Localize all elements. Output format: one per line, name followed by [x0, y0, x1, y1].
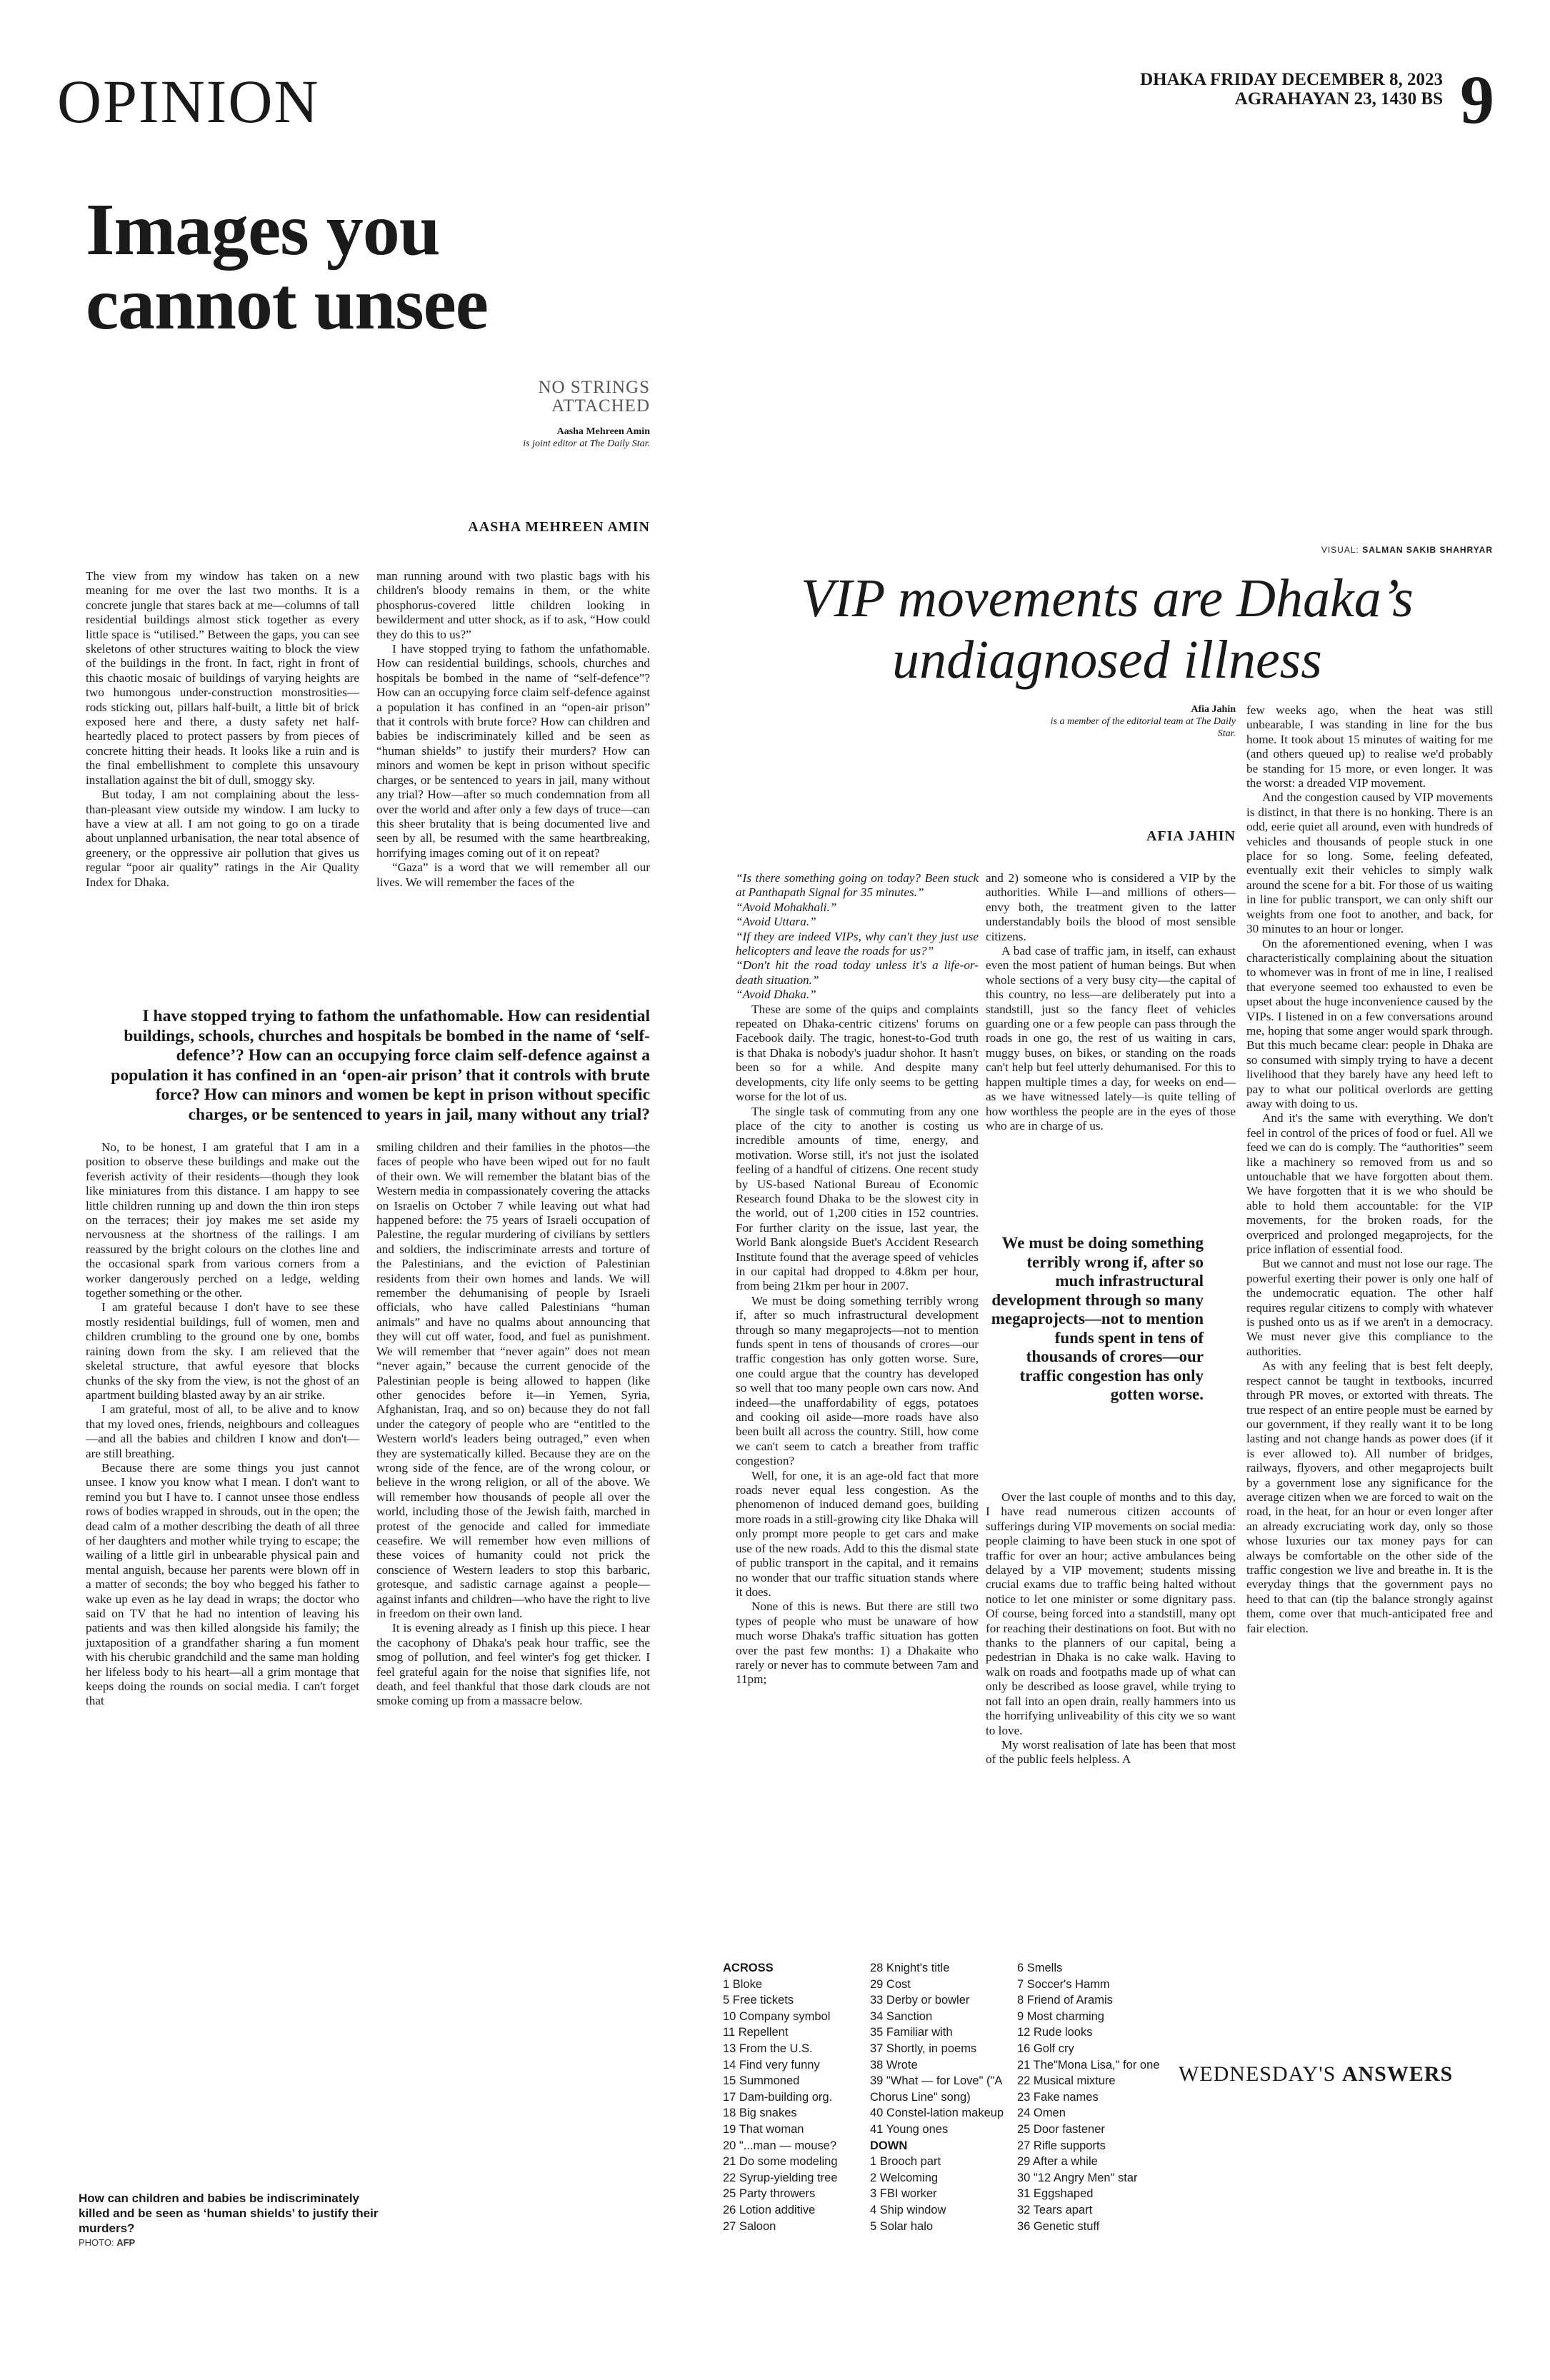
crossword-clue: 12 Rude looks [1017, 2026, 1093, 2039]
date-gregorian: DHAKA FRIDAY DECEMBER 8, 2023 [1140, 70, 1443, 89]
crossword-clue: 25 Party throwers [723, 2187, 816, 2201]
crossword-clue: 29 After a while [1017, 2155, 1098, 2169]
dateline [1140, 70, 1443, 109]
visual-credit-label: VISUAL: [1321, 545, 1363, 555]
publication-name: The Daily Star. [1196, 716, 1236, 739]
paragraph: I am grateful, most of all, to be alive and to know that my loved ones, friends, neighbours and colleagues—and all the babies and children I know and don't—are still breathing. [86, 1402, 359, 1460]
headline-line: undiagnosed illness [892, 630, 1322, 690]
publication-name: The Daily Star. [589, 438, 650, 449]
crossword-clue: 5 Solar halo [870, 2219, 934, 2233]
section-title: OPINION [57, 67, 320, 136]
visual-credit-name: SALMAN SAKIB SHAHRYAR [1362, 545, 1493, 555]
crossword-heading: ACROSS [723, 1962, 774, 1974]
crossword-clue: 25 Door fastener [1017, 2122, 1105, 2136]
paragraph: The view from my window has taken on a new meaning for me over the last two months. It is a concrete jungle that stares back at me—columns of tall residential buildings almost stick together as every little space is “utilised.” Between the gaps, you can see skeletons of other structures waiting to block the view of the buildings in the front. In fact, right in front of this chaotic mosaic of buildings of varying heights are two humongous under-construction monstrosities—rods sticking out, pillars half-built, a little bit of brick exposed here and there, a dusty safety net half-heartedly placed to protect passers by from pieces of concrete hitting their heads. It looks like a ruin and is the final embellishment to complete this unsavoury installation against the bit of dull, smoggy sky. [86, 569, 359, 787]
crossword-clue: 27 Saloon [723, 2219, 776, 2233]
reader-quote: “Is there something going on today? Been stuck at Panthapath Signal for 35 minutes.” [736, 871, 979, 900]
crossword-clue: 18 Big snakes [723, 2107, 797, 2120]
crossword-clue: 30 "12 Angry Men" star [1017, 2171, 1138, 2184]
crossword-clue: 1 Brooch part [870, 2155, 941, 2169]
paragraph: These are some of the quips and complaints repeated on Dhaka-centric citizens' forums on Facebook daily. The tragic, honest-to-God truth is that Dhaka is nobody's juadur shohor. It hasn't been so for a while. And despite many developments, city life only seems to be getting worse for the lot of us. [736, 1002, 979, 1104]
reader-quote: “Avoid Uttara.” [736, 915, 816, 929]
crossword-clue: 34 Sanction [870, 2009, 933, 2023]
photo-credit [79, 2237, 135, 2248]
paragraph: My worst realisation of late has been that most of the public feels helpless. A [986, 1737, 1236, 1767]
crossword-clue: 11 Repellent [723, 2026, 789, 2039]
crossword-clue: 5 Free tickets [723, 1994, 794, 2007]
paragraph: and 2) someone who is considered a VIP by the authorities. While I—and millions of others—envy both, the treatment given to the latter understandably boils the blood of most sensible citizens. [986, 871, 1236, 943]
paragraph: But today, I am not complaining about the less-than-pleasant view outside my window. I am lucky to have a view at all. I am not going to go on a tirade about unplanned urbanisation, the near total absence of greenery, or the oppressive air pollution that gives us regular “poor air quality” ratings in the Air Quality Index for Dhaka. [86, 788, 359, 889]
photo-credit-label: PHOTO: [79, 2237, 117, 2248]
headline-line: VIP movements are Dhaka’s [801, 568, 1414, 628]
author-note [429, 426, 650, 450]
paragraph: And it's the same with everything. We don't feel in control of the prices of food or fuel. All we feed we can do is comply. The “authorities” seem like a machinery so removed from us and so untouchable that we have forgotten about them. We have forgotten that it is we who should be able to hold them accountable: for the VIP movements, for the broken roads, for the overpriced and prolonged megaprojects, for the price inflation of essential food. [1246, 1111, 1493, 1257]
crossword-clue: 40 Constel-lation makeup [870, 2107, 1004, 2120]
crossword-clue: 27 Rifle supports [1017, 2139, 1106, 2152]
crossword-clue: 4 Ship window [870, 2203, 946, 2216]
paragraph: Well, for one, it is an age-old fact that more roads never equal less congestion. As the phenomenon of induced demand goes, building more roads in a still-growing city like Dhaka will only prompt more people to get cars and make use of the new roads. Add to this the dismal state of public transport in the capital, and it remains no wonder that our traffic situation stands where it does. [736, 1468, 979, 1599]
photo-credit-source: AFP [116, 2237, 136, 2248]
paragraph: And the congestion caused by VIP movements is distinct, in that there is no honking. There is an odd, eerie quiet all around, even with hundreds of vehicles and thousands of people stuck in one place for so long. Some, feeling defeated, eventually exit their vehicles to simply walk around the scene for a bit. For those of us waiting in line for public transport, we can only shift our weights from one foot to another, and back, for 30 minutes to an hour or longer. [1246, 790, 1493, 936]
crossword-clue: 22 Musical mixture [1017, 2074, 1116, 2088]
crossword-clues-col-1 [723, 1960, 866, 2234]
crossword-clue: 10 Company symbol [723, 2009, 831, 2023]
article1-column-4 [376, 1140, 650, 1709]
crossword-clue: 29 Cost [870, 1977, 911, 1991]
paragraph: “Gaza” is a word that we will remember all our lives. We will remember the faces of the [376, 860, 650, 889]
article2-column-3 [1246, 703, 1493, 1636]
answers-title-pre: WEDNESDAY'S [1179, 2062, 1342, 2086]
date-bangla: AGRAHAYAN 23, 1430 BS [1234, 89, 1443, 109]
crossword-clue: 26 Lotion additive [723, 2203, 816, 2216]
crossword-clue: 24 Omen [1017, 2107, 1066, 2120]
crossword-clue: 28 Knight's title [870, 1962, 950, 1974]
crossword-clue: 7 Soccer's Hamm [1017, 1977, 1110, 1991]
author-note [1036, 703, 1236, 740]
crossword-answers-title [1179, 2062, 1453, 2087]
byline: AFIA JAHIN [1146, 828, 1236, 844]
paragraph: None of this is news. But there are still two types of people who must be unaware of how much worse Dhaka's traffic situation has gotten over the past few months: 1) a Dhakaite who rarely or never has to commute between 7am and 11pm; [736, 1600, 979, 1687]
crossword-clue: 37 Shortly, in poems [870, 2042, 977, 2055]
article1-column-1 [86, 569, 359, 890]
paragraph: smiling children and their families in the photos—the faces of people who have been wiped out for no fault of their own. We will remember the blatant bias of the Western media in compassionately covering the attacks on Israelis on October 7 while leaving out what had happened before: the 75 years of Israeli occupation of Palestine, the regular murdering of civilians by settlers and soldiers, the indiscriminate arrests and torture of the Palestinians, and the eviction of Palestinian residents from their own homes and lands. We will remember the dehumanising of people by Israeli officials, who have called Palestinians “human animals” and have no qualms about announcing that they will cut off water, food, and fuel as punishment. We will remember that “never again” does not mean “never again,” because the current genocide of the Palestinian people is being allowed to happen (like other genocides before it—in Yemen, Syria, Afghanistan, Iraq, and so on) because they do not fall under the category of people who are “entitled to the Western world's leaders being outraged,” even when they are systematically killed. Because they are on the wrong side of the fence, are of the wrong colour, or believe in the wrong religion, or all of the above. We will remember how thousands of people all over the world, including those of the Jewish faith, marched in protest of the genocide and called for immediate ceasefire. We will remember how even millions of these voices of humanity could not prick the conscience of Western leaders to stop this barbaric, grotesque, and sadistic carnage against a people—against infants and children—who have the right to live in freedom on their own land. [376, 1140, 650, 1620]
crossword-clue: 6 Smells [1017, 1962, 1063, 1974]
headline-line: Images you [86, 189, 440, 271]
paragraph: We must be doing something terribly wrong if, after so much infrastructural development through so many megaprojects—not to mention funds spent in tens of thousands of crores—our traffic congestion has only gotten worse. Sure, one could argue that the country has developed so well that too many people own cars now. And indeed—the unaffordability of eggs, potatoes and cooking oil aside—more roads have also been built all across the country. Still, how come we can't seem to catch a breather from traffic congestion? [736, 1293, 979, 1468]
reader-quote: “If they are indeed VIPs, why can't they just use helicopters and leave the roads for us?” [736, 929, 979, 958]
byline: AASHA MEHREEN AMIN [468, 519, 650, 535]
paragraph: The single task of commuting from any one place of the city to another is costing us incredible amounts of time, energy, and motivation. Worse still, it's not just the isolated feeling of a handful of citizens. One recent study by US-based National Bureau of Economic Research found Dhaka to be the slowest city in the world, out of 1,200 cities in 152 countries. For further clarity on the issue, last year, the World Bank alongside Buet's Accident Research Institute found that the average speed of vehicles in our capital had dropped to 4.8km per hour, from being 21km per hour in 2007. [736, 1104, 979, 1293]
reader-quote: “Avoid Dhaka.” [736, 988, 816, 1002]
pull-quote: I have stopped trying to fathom the unfathomable. How can residential buildings, schools, churches and hospitals be bombed in the name of ‘self-defence’? How can an occupying force claim self-defence against a population it has confined in an ‘open-air prison’ that it controls with brute force? How can minors and women be kept in prison without specific charges, or be sentenced to years in jail, many without any trial? [111, 1007, 650, 1124]
crossword-clue: 21 The"Mona Lisa," for one [1017, 2058, 1160, 2072]
crossword-clue: 8 Friend of Aramis [1017, 1994, 1113, 2007]
article2-column-2b [986, 1490, 1236, 1767]
paragraph: I have stopped trying to fathom the unfathomable. How can residential buildings, schools, churches and hospitals be bombed in the name of “self-defence”? How can an occupying force claim self-defence against a population it has confined in an “open-air prison” that it controls with brute force? How can children and babies be indiscriminately killed and be seen as “human shields” to justify their murders? How can minors and women be kept in prison without specific charges, or be sentenced to years in jail, many without any trial? How—after so much condemnation from all over the world and after only a few days of truce—can this sheer brutality that is being documented live and seen by all, be resumed with the same heartbreaking, horrifying images coming out of it on repeat? [376, 642, 650, 860]
crossword-clue: 16 Golf cry [1017, 2042, 1074, 2055]
column-name [493, 378, 650, 416]
crossword-clue: 23 Fake names [1017, 2090, 1099, 2104]
paragraph: But we cannot and must not lose our rage. The powerful exerting their power is only one half of the undemocratic equation. The other half requires regular citizens to comply with whatever is pushed onto us as if we aren't in a democracy. We must never give this compliance to the authorities. [1246, 1257, 1493, 1358]
crossword-clue: 32 Tears apart [1017, 2203, 1093, 2216]
column-name-line: NO STRINGS [538, 378, 650, 397]
article2-headline [714, 568, 1500, 691]
article2-column-1 [736, 871, 979, 1687]
paragraph: I am grateful because I don't have to see these mostly residential buildings, full of women, men and children crumbling to the ground one by one, bombs raining down from the sky. I am relieved that the skeletal structure, that awful eyesore that blocks chunks of the sky from the view, is not the ghost of an apartment building blasted away by an air strike. [86, 1300, 359, 1402]
author-desc: is a member of the editorial team at [1050, 716, 1196, 727]
crossword-clue: 15 Summoned [723, 2074, 800, 2088]
crossword-clue: 17 Dam-building org. [723, 2090, 833, 2104]
crossword-clue: 22 Syrup-yielding tree [723, 2171, 838, 2184]
crossword-clue: 3 FBI worker [870, 2187, 937, 2201]
crossword-clue: 31 Eggshaped [1017, 2187, 1094, 2201]
paragraph: Because there are some things you just cannot unsee. I know you know what I mean. I don't want to remind you but I have to. I cannot unsee those endless rows of bodies wrapped in shrouds, out in the open; the dead calm of a mother describing the death of all three of her daughters and mother while trying to escape; the wailing of a little girl in unbearable physical pain and mental anguish, because her parents were blown off in a matter of seconds; the boy who begged his father to wake up even as he lay dead in wraps; the doctor who said on TV that he had no intention of leaving his patients and was then killed alongside his family; the juxtaposition of a grandfather sharing a fun moment with his cherubic grandchild and the same man holding her lifeless body to his heart—all a grim montage that keeps doing the rounds on social media. I can't forget that [86, 1460, 359, 1708]
answers-title-bold: ANSWERS [1341, 2062, 1454, 2086]
author-name: Afia Jahin [1191, 704, 1236, 715]
crossword-clue: 13 From the U.S. [723, 2042, 813, 2055]
crossword-clue: 35 Familiar with [870, 2026, 953, 2039]
article1-column-3 [86, 1140, 359, 1709]
article1-headline [86, 189, 729, 345]
visual-credit [1321, 545, 1493, 555]
paragraph: As with any feeling that is best felt deeply, respect cannot be taught in textbooks, incurred through PR moves, or extorted with threats. The true respect of an entire people must be earned by our government, if they really want it to be long lasting and not change hands as power does (if it is ever allowed to). All number of bridges, railways, flyovers, and other megaprojects built by a government lose any significance for the average citizen when we are forced to wait on the road, in the heat, for an hour or even longer after an already excruciating work day, only so those whose luxuries our tax money pays for can always be comfortable on the other side of the traffic congestion we live and breathe in. It is the everyday things that the government pays no heed to that can (tip the balance strongly against them, come over that much-anticipated free and fair election. [1246, 1359, 1493, 1635]
crossword-clue: 14 Find very funny [723, 2058, 820, 2072]
article1-column-2 [376, 569, 650, 890]
paragraph: On the aforementioned evening, when I was characteristically complaining about the situation to whomever was in front of me in line, I realised that everyone seemed too exhausted to even be upset about the huge inconvenience caused by the VIPs. I listened in on a few conversations around me, hoping that some anger would spark through. But this much became clear: people in Dhaka are so consumed with simply trying to have a decent livelihood that they barely have any heed left to pay to what our political overlords are getting away with doing to us. [1246, 936, 1493, 1110]
article2-column-2 [986, 871, 1236, 1133]
crossword-clue: 1 Bloke [723, 1977, 763, 1991]
paragraph: It is evening already as I finish up this piece. I hear the cacophony of Dhaka's peak hour traffic, see the smog of pollution, and feel winter's fog get thicker. I feel grateful again for the noise that signifies life, not death, and feel thankful that those dark clouds are not smoke coming up from a massacre below. [376, 1621, 650, 1708]
crossword-clues-col-3 [1017, 1960, 1164, 2234]
crossword-clue: Chorus Line" song) [870, 2090, 971, 2104]
crossword-clue: 2 Welcoming [870, 2171, 939, 2184]
crossword-clue: 38 Wrote [870, 2058, 918, 2072]
crossword-heading: DOWN [870, 2139, 908, 2152]
crossword-clue: 20 "...man — mouse? [723, 2139, 837, 2152]
crossword-clue: 9 Most charming [1017, 2009, 1104, 2023]
pull-quote: We must be doing something terribly wrong if, after so much infrastructural development through so many megaprojects—not to mention funds spent in tens of thousands of crores—our traffic congestion has only gotten worse. [991, 1234, 1204, 1403]
crossword-clue: 39 "What — for Love" ("A [870, 2074, 1003, 2088]
author-name: Aasha Mehreen Amin [556, 426, 650, 437]
paragraph: few weeks ago, when the heat was still unbearable, I was standing in line for the bus home. It took about 15 minutes of waiting for me (and others queued up) to realise we'd probably be standing for 15 more, or even longer. It was the worst: a dreaded VIP movement. [1246, 703, 1493, 790]
crossword-clue: 36 Genetic stuff [1017, 2219, 1100, 2233]
page-number: 9 [1460, 61, 1494, 138]
crossword-clue: 41 Young ones [870, 2122, 949, 2136]
crossword-clue: 19 That woman [723, 2122, 804, 2136]
column-name-line: ATTACHED [551, 396, 650, 416]
author-desc: is joint editor at [523, 438, 590, 449]
reader-quote: “Avoid Mohakhali.” [736, 900, 837, 914]
photo-caption: How can children and babies be indiscriminately killed and be seen as ‘human shields’ to justify their murders? [79, 2191, 379, 2235]
paragraph: No, to be honest, I am grateful that I am in a position to observe these buildings and make out the feverish activity of their residents—though they look like miniatures from this distance. I am happy to see little children running up and down the thin iron steps on the terraces; their joy makes me set aside my nervousness at the shortness of the railings. I am reassured by the bright colours on the clothes line and the occasional spark from various corners from a worker dangerously perched on a ledge, welding together something or the other. [86, 1140, 359, 1300]
paragraph: A bad case of traffic jam, in itself, can exhaust even the most patient of human beings. But when whole sections of a very busy city—the capital of this country, no less—are deliberately put into a standstill, just so the fancy fleet of vehicles guarding one or a few people can pass through the roads in one go, the rest of us waiting in cars, muggy buses, on bikes, or standing on the roads can't help but feel utterly dehumanised. For this to happen multiple times a day, for weeks on end—as we have witnessed lately—is quite telling of how worthless the people are in the eyes of those who are in charge of us. [986, 944, 1236, 1133]
headline-line: cannot unsee [86, 263, 488, 345]
crossword-clue: 33 Derby or bowler [870, 1994, 970, 2007]
paragraph: man running around with two plastic bags with his children's bloody remains in them, or the white phosphorus-covered little children looking in bewilderment and utter shock, as if to ask, “How could they do this to us?” [376, 569, 650, 641]
reader-quote: “Don't hit the road today unless it's a life-or-death situation.” [736, 958, 979, 987]
crossword-clue: 21 Do some modeling [723, 2155, 838, 2169]
crossword-clues-col-2 [870, 1960, 1013, 2234]
paragraph: Over the last couple of months and to this day, I have read numerous citizen accounts of sufferings during VIP movements on social media: people claiming to have been stuck in one spot of traffic for over an hour; active ambulances being delayed by a VIP movement; students missing crucial exams due to traffic being halted without notice to let one minister or some dignitary pass. Of course, being forced into a standstill, many opt for reaching their destinations on foot. But with no thanks to the planners of our capital, being a pedestrian in Dhaka is no cake walk. Having to walk on roads and footpaths made up of what can only be described as loose gravel, while trying to not fall into an open drain, really hammers into us the horrifying unliveability of this city we so want to love. [986, 1490, 1236, 1737]
